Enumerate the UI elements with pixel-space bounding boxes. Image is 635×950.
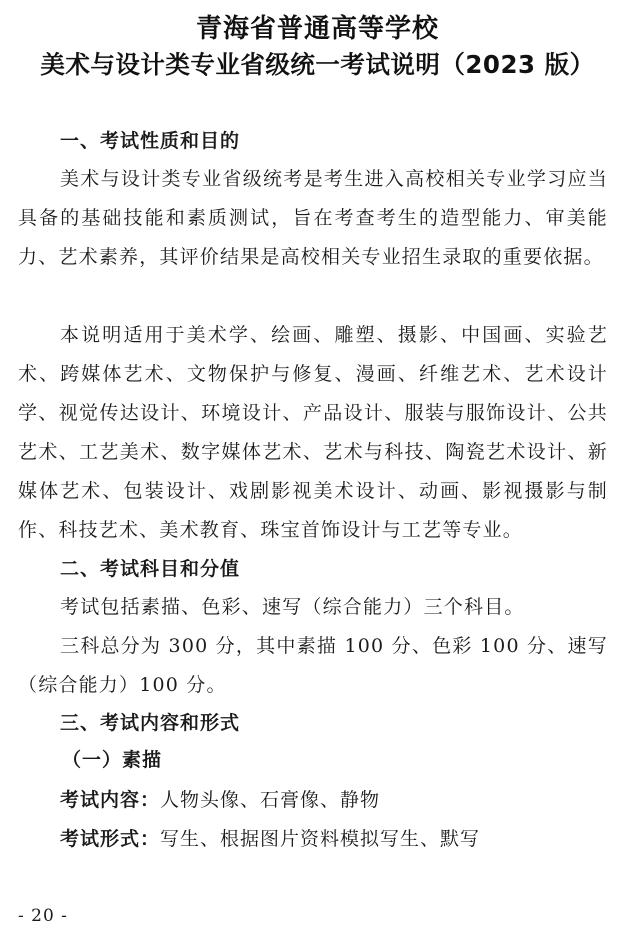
exam-form-label: 考试形式：	[60, 828, 161, 850]
subsection-sketch-heading: （一）素描	[62, 749, 163, 771]
exam-form-line	[60, 824, 480, 851]
section-2-paragraph-1: 考试包括素描、色彩、速写（综合能力）三个科目。	[60, 596, 525, 618]
section-1-heading: 一、考试性质和目的	[60, 130, 241, 152]
exam-form-value: 写生、根据图片资料模拟写生、默写	[160, 828, 481, 850]
section-2-heading: 二、考试科目和分值	[60, 558, 241, 580]
exam-content-line	[60, 785, 380, 812]
section-1-paragraph-2: 本说明适用于美术学、绘画、雕塑、摄影、中国画、实验艺术、跨媒体艺术、文物保护与修复、漫画、纤维艺术、艺术设计学、视觉传达设计、环境设计、产品设计、服装与服饰设计、公共艺术、工艺美术、数字媒体艺术、艺术与科技、陶瓷艺术设计、新媒体艺术、包装设计、戏剧影视美术设计、动画、影视摄影与制作、科技艺术、美术教育、珠宝首饰设计与工艺等专业。	[18, 324, 608, 541]
page-number: - 20 -	[18, 906, 68, 926]
exam-content-value: 人物头像、石膏像、静物	[160, 789, 381, 811]
exam-content-label: 考试内容：	[60, 789, 161, 811]
section-1-paragraph-1: 美术与设计类专业省级统考是考生进入高校相关专业学习应当具备的基础技能和素质测试，旨在考查考生的造型能力、审美能力、艺术素养，其评价结果是高校相关专业招生录取的重要依据。	[18, 168, 608, 268]
section-2-paragraph-2: 三科总分为 300 分，其中素描 100 分、色彩 100 分、速写（综合能力）100 分。	[18, 635, 608, 696]
section-3-heading: 三、考试内容和形式	[60, 712, 241, 734]
document-subtitle: 美术与设计类专业省级统一考试说明（2023 版）	[40, 50, 595, 79]
document-title: 青海省普通高等学校	[195, 14, 439, 44]
